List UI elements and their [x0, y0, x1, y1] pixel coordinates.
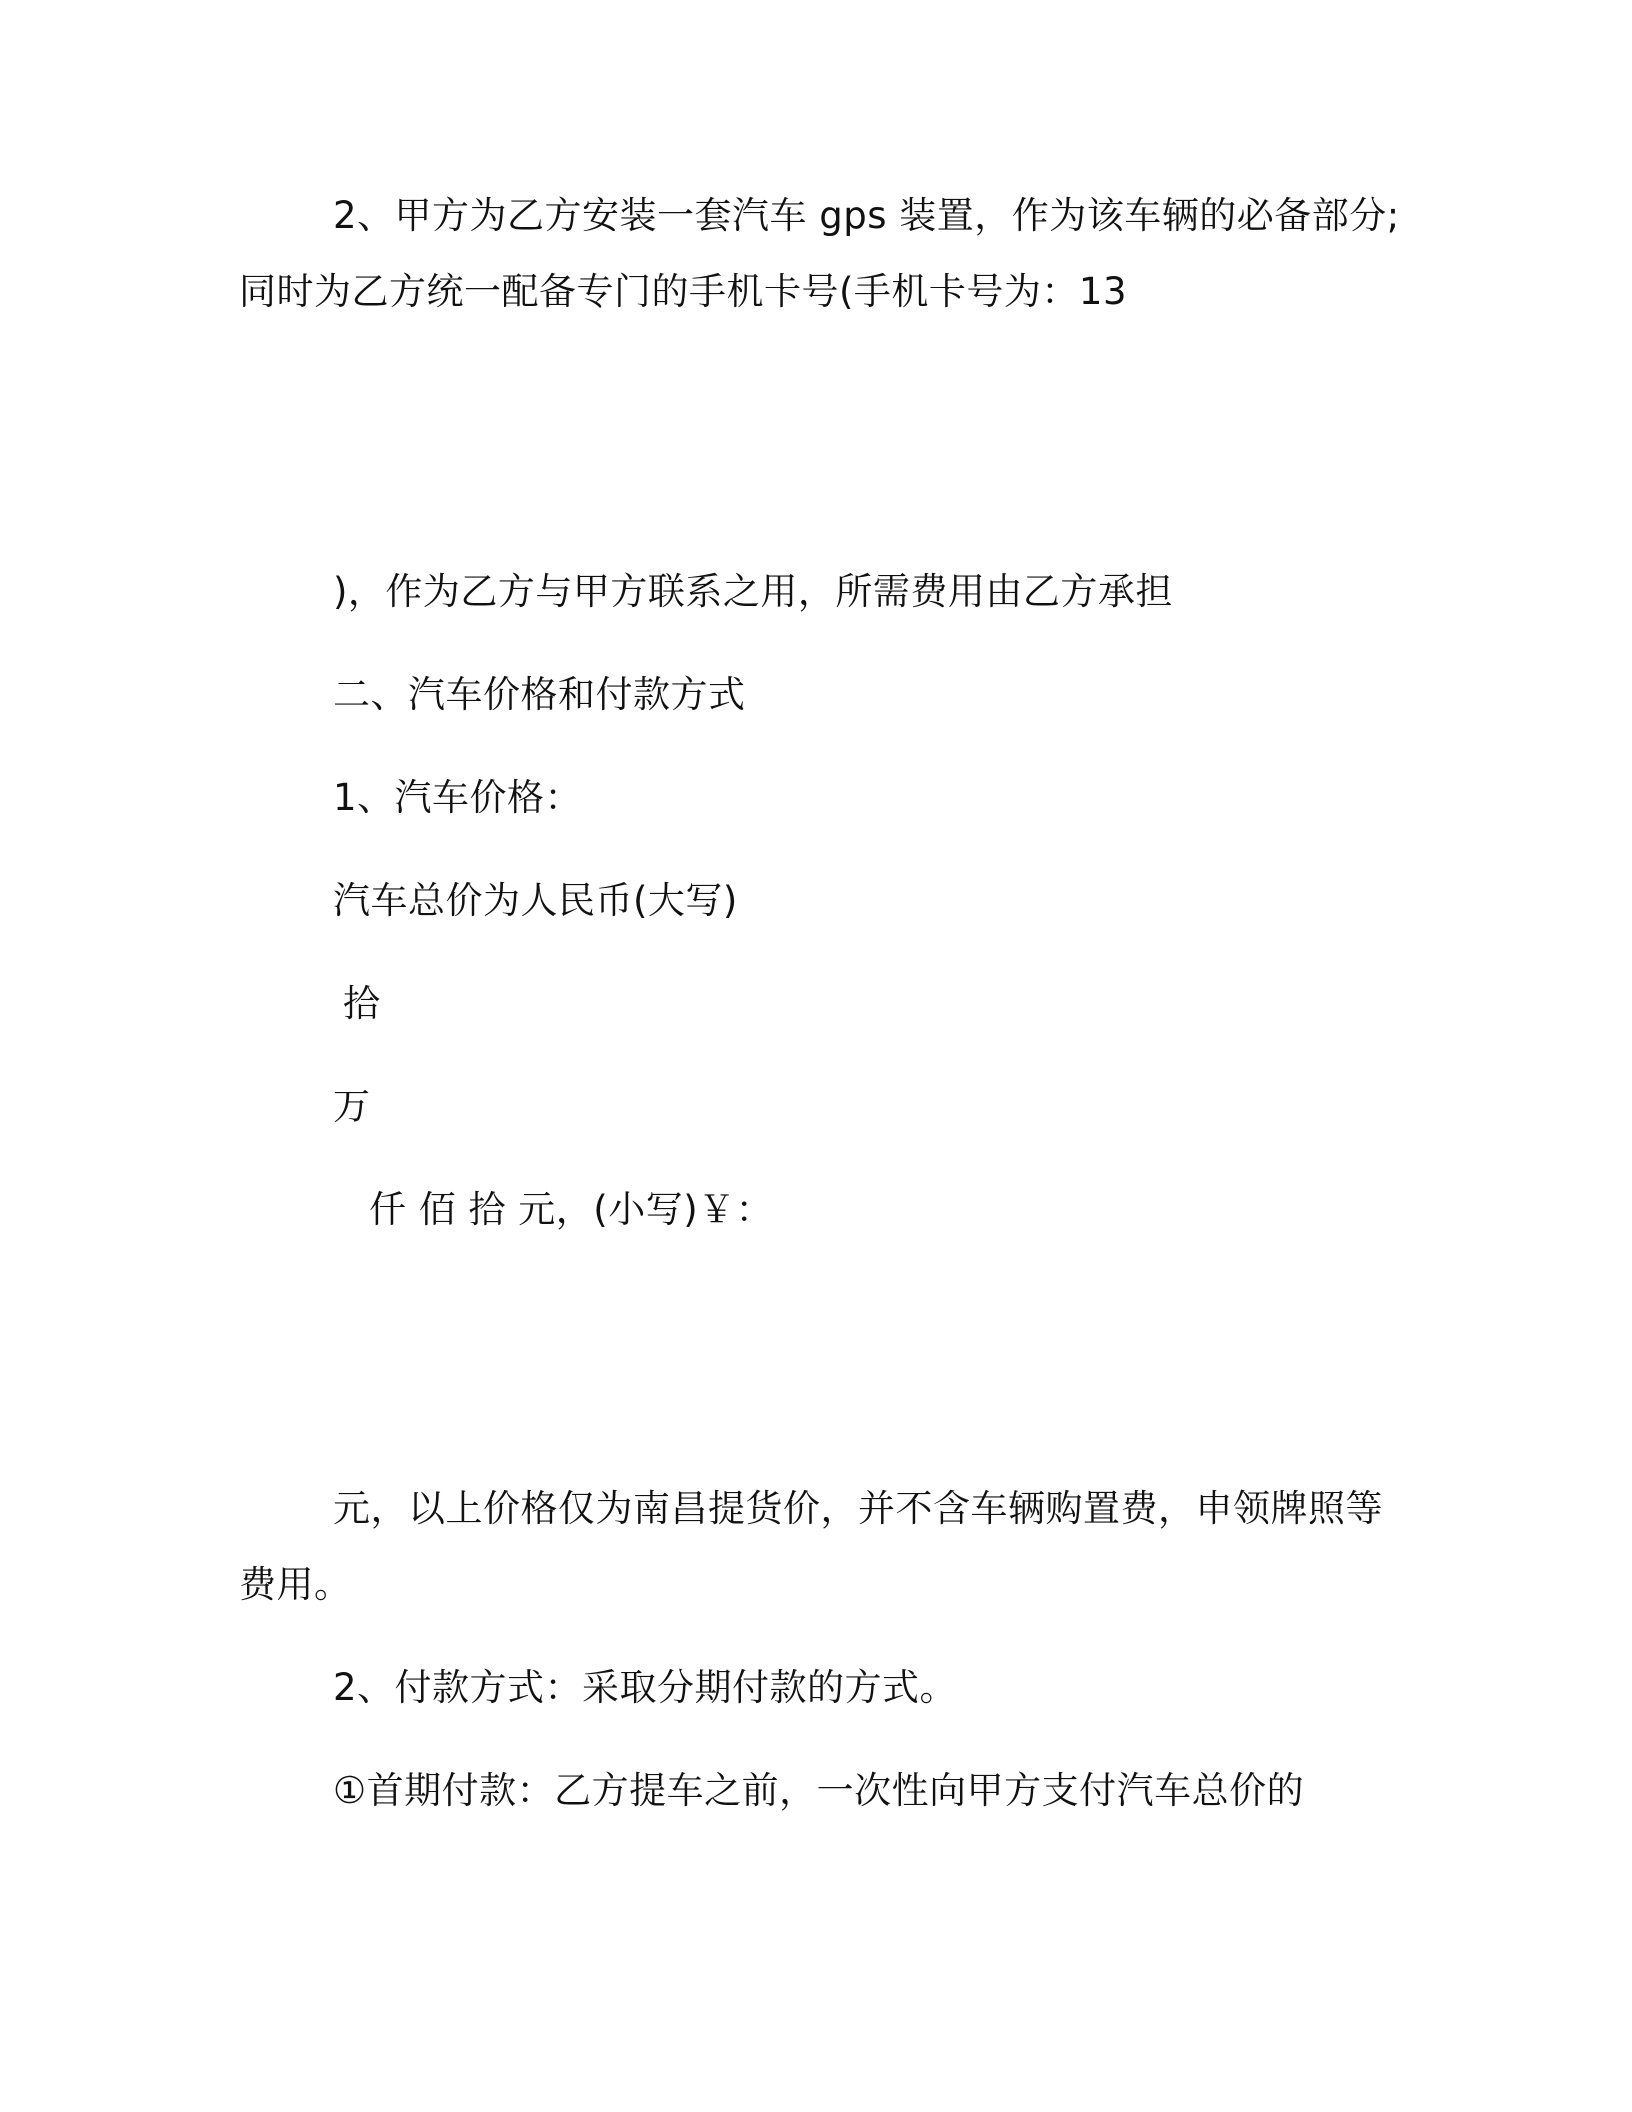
paragraph-phone-card: 同时为乙方统一配备专门的手机卡号(手机卡号为：13 — [239, 270, 1128, 313]
paragraph-price-note: 元，以上价格仅为南昌提货价，并不含车辆购置费，申领牌照等 — [333, 1487, 1383, 1530]
paragraph-gps-device: 2、甲方为乙方安装一套汽车 gps 装置，作为该车辆的必备部分; — [333, 194, 1400, 237]
text-wan: 万 — [333, 1085, 371, 1128]
paragraph-price-note-cont: 费用。 — [239, 1563, 352, 1606]
item-payment-method: 2、付款方式：采取分期付款的方式。 — [333, 1666, 958, 1709]
text-total-price-uppercase: 汽车总价为人民币(大写) — [333, 879, 738, 922]
text-amount-lowercase: 仟 佰 拾 元，(小写)￥： — [369, 1188, 774, 1231]
item-car-price: 1、汽车价格： — [333, 776, 583, 819]
item-first-payment: ①首期付款：乙方提车之前，一次性向甲方支付汽车总价的 — [333, 1769, 1305, 1812]
text-shi: 拾 — [343, 982, 381, 1025]
section-heading-price-payment: 二、汽车价格和付款方式 — [333, 673, 746, 716]
paragraph-phone-usage: )，作为乙方与甲方联系之用，所需费用由乙方承担 — [333, 570, 1173, 613]
